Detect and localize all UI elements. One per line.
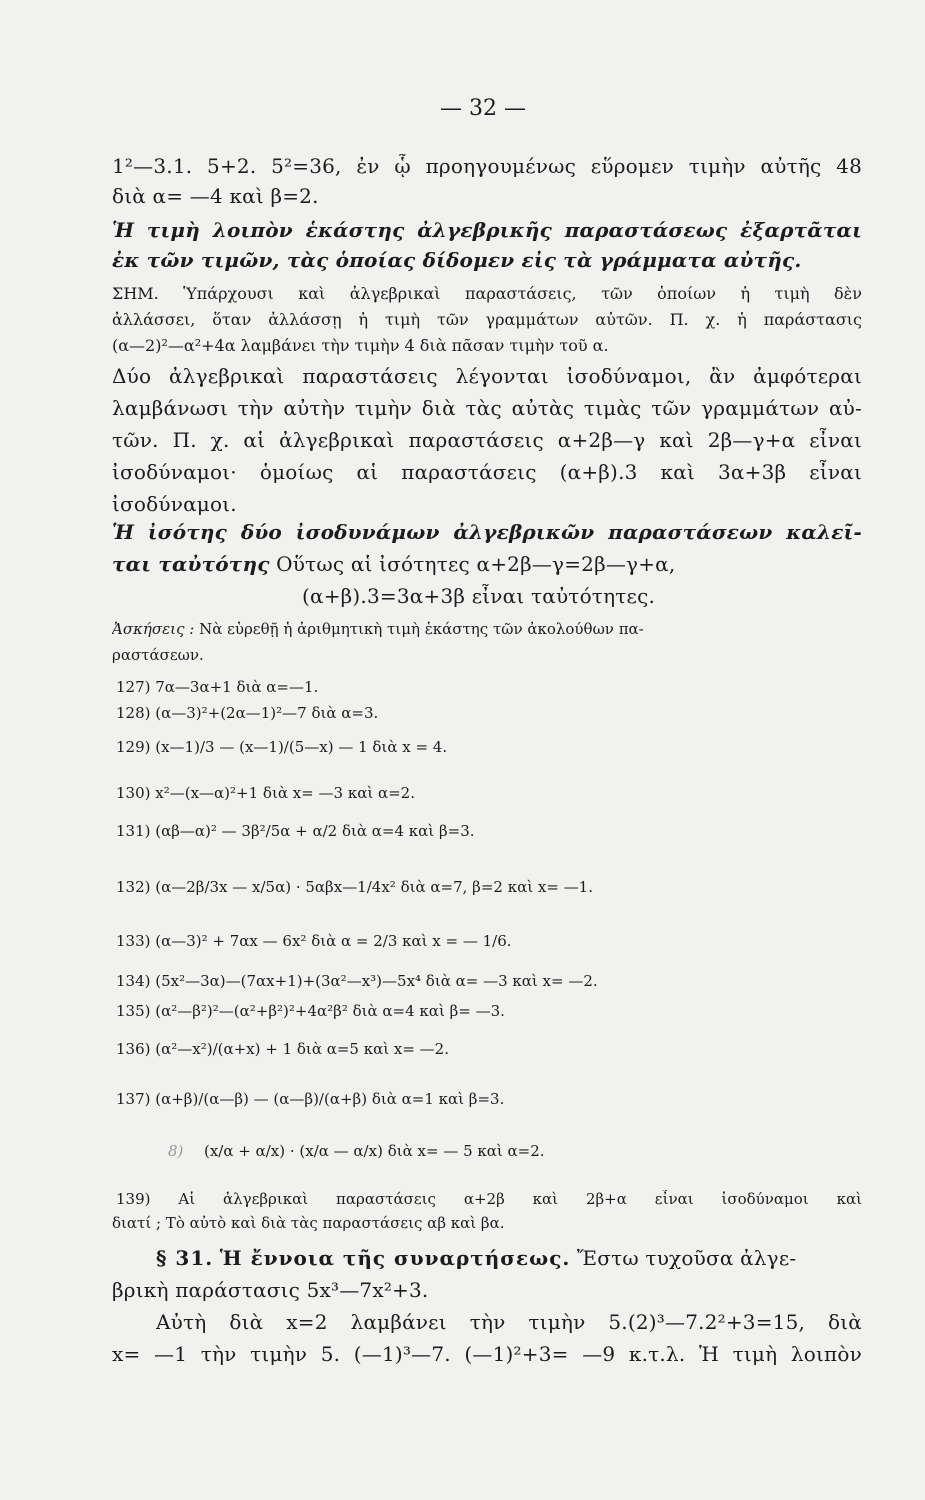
intro-line-1: 1²—3.1. 5+2. 5²=36, ἐν ᾧ προηγουμένως εὕρομεν τιμὴν αὐτῆς 48 [112, 154, 862, 178]
exercises-label: Ἀσκήσεις : [112, 620, 195, 638]
identity-line-2 [112, 552, 862, 576]
section-31-line-4: x= —1 τὴν τιμὴν 5. (—1)³—7. (—1)²+3= —9 κ.τ.λ. Ἡ τιμὴ λοιπὸν [112, 1342, 862, 1366]
intro-line-2: διὰ α= —4 καὶ β=2. [112, 184, 319, 208]
equiv-line-4: ἰσοδύναμοι· ὁμοίως αἱ παραστάσεις (α+β).3 καὶ 3α+3β εἶναι [112, 460, 862, 484]
exercise-136: 136) (α²—x²)/(α+x) + 1 διὰ α=5 καὶ x= —2. [116, 1040, 449, 1058]
equiv-line-5: ἰσοδύναμοι. [112, 492, 237, 516]
identity-line-2-rest: Οὕτως αἱ ἰσότητες α+2β—γ=2β—γ+α, [269, 552, 676, 576]
identity-term: ται ταὐτότης [112, 552, 270, 576]
section-31-line-3: Αὐτὴ διὰ x=2 λαμβάνει τὴν τιμὴν 5.(2)³—7.2²+3=15, διὰ [156, 1310, 862, 1334]
exercises-intro-text: Νὰ εὑρεθῇ ἡ ἀριθμητικὴ τιμὴ ἑκάστης τῶν ἀκολούθων πα- [194, 620, 644, 638]
equiv-line-1: Δύο ἀλγεβρικαὶ παραστάσεις λέγονται ἰσοδύναμοι, ἂν ἀμφότεραι [112, 364, 862, 388]
section-31-line-1-rest: Ἔστω τυχοῦσα ἀλγε- [570, 1246, 797, 1270]
equiv-line-3: τῶν. Π. χ. αἱ ἀλγεβρικαὶ παραστάσεις α+2β—γ καὶ 2β—γ+α εἶναι [112, 428, 862, 452]
exercise-128: 128) (α—3)²+(2α—1)²—7 διὰ α=3. [116, 704, 379, 722]
exercise-129: 129) (x—1)/3 — (x—1)/(5—x) — 1 διὰ x = 4. [116, 738, 448, 756]
page-number: — 32 — [440, 96, 526, 121]
section-number: § 31. [156, 1246, 214, 1270]
exercise-132: 132) (α—2β/3x — x/5α) · 5αβx—1/4x² διὰ α=7, β=2 καὶ x= —1. [116, 878, 593, 896]
equiv-line-2: λαμβάνωσι τὴν αὐτὴν τιμὴν διὰ τὰς αὐτὰς τιμὰς τῶν γραμμάτων αὐ- [112, 396, 862, 420]
identity-line-3: (α+β).3=3α+3β εἶναι ταὐτότητες. [302, 584, 656, 608]
note-line-3: (α—2)²—α²+4α λαμβάνει τὴν τιμὴν 4 διὰ πᾶσαν τιμὴν τοῦ α. [112, 336, 609, 355]
note-line-1: ΣΗΜ. Ὑπάρχουσι καὶ ἀλγεβρικαὶ παραστάσεις, τῶν ὁποίων ἡ τιμὴ δὲν [112, 284, 862, 303]
note-line-2: ἀλλάσσει, ὅταν ἀλλάσσῃ ἡ τιμὴ τῶν γραμμάτων αὐτῶν. Π. χ. ἡ παράστασις [112, 310, 862, 329]
identity-line-1: Ἡ ἰσότης δύο ἰσοδυνάμων ἀλγεβρικῶν παραστάσεων καλεῖ- [112, 520, 862, 544]
exercise-130: 130) x²—(x—α)²+1 διὰ x= —3 καὶ α=2. [116, 784, 415, 802]
exercise-139-line-1: 139) Αἱ ἀλγεβρικαὶ παραστάσεις α+2β καὶ 2β+α εἶναι ἰσοδύναμοι καὶ [116, 1190, 862, 1208]
exercise-133: 133) (α—3)² + 7αx — 6x² διὰ α = 2/3 καὶ x = — 1/6. [116, 932, 512, 950]
exercise-131: 131) (αβ—α)² — 3β²/5α + α/2 διὰ α=4 καὶ β=3. [116, 822, 475, 840]
section-31-line-2: βρικὴ παράστασις 5x³—7x²+3. [112, 1278, 429, 1302]
exercises-intro [112, 620, 862, 638]
exercise-139-line-2: διατί ; Τὸ αὐτὸ καὶ διὰ τὰς παραστάσεις αβ καὶ βα. [112, 1214, 505, 1232]
section-title: Ἡ ἔννοια τῆς συναρτήσεως. [219, 1246, 571, 1270]
rule-line-1: Ἡ τιμὴ λοιπὸν ἑκάστης ἀλγεβρικῆς παραστάσεως ἐξαρτᾶται [112, 218, 862, 242]
exercise-134: 134) (5x²—3α)—(7αx+1)+(3α²—x³)—5x⁴ διὰ α= —3 καὶ x= —2. [116, 972, 598, 990]
exercises-intro-line-2: ραστάσεων. [112, 646, 204, 664]
section-31-heading [156, 1246, 862, 1270]
exercise-137: 137) (α+β)/(α—β) — (α—β)/(α+β) διὰ α=1 καὶ β=3. [116, 1090, 505, 1108]
exercise-135: 135) (α²—β²)²—(α²+β²)²+4α²β² διὰ α=4 καὶ β= —3. [116, 1002, 505, 1020]
exercise-127: 127) 7α—3α+1 διὰ α=—1. [116, 678, 319, 696]
handwritten-margin-note: 8) [168, 1142, 184, 1160]
rule-line-2: ἐκ τῶν τιμῶν, τὰς ὁποίας δίδομεν εἰς τὰ γράμματα αὐτῆς. [112, 248, 802, 272]
exercise-138: (x/α + α/x) · (x/α — α/x) διὰ x= — 5 καὶ α=2. [204, 1142, 545, 1160]
